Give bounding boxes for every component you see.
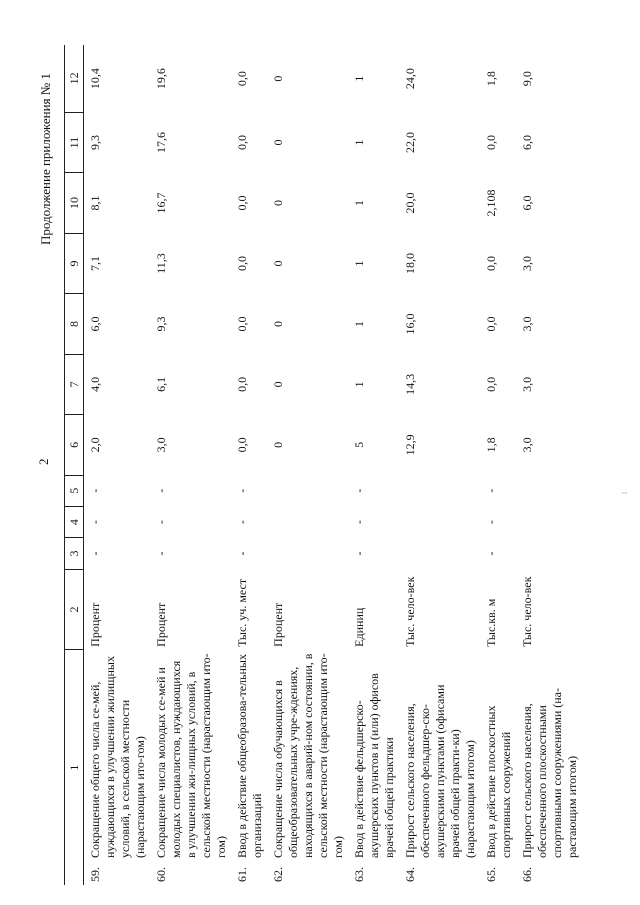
indicator-name: Прирост сельского населения, обеспеченного фельдшер-ско-акушерскими пунктами (офисами врачей общей практи-ки) (нарастающим итогом)	[403, 684, 477, 858]
table-row	[348, 45, 399, 885]
value-cell: 1	[352, 381, 366, 388]
value-cell: -	[352, 551, 366, 556]
value-cell: 6,0	[520, 135, 534, 151]
value-cell: 0	[271, 381, 285, 388]
unit-cell: Тыс. уч. мест	[235, 578, 249, 647]
row-number: 62.	[271, 867, 285, 882]
value-cell: 20,0	[403, 192, 417, 214]
row-number: 63.	[352, 867, 366, 882]
unit-cell: Процент	[154, 602, 168, 647]
value-cell: 0,0	[235, 135, 249, 151]
unit-cell: Единиц	[352, 607, 366, 647]
value-cell: 0	[271, 139, 285, 146]
unit-cell: Тыс.кв. м	[484, 598, 498, 647]
value-cell: 0,0	[484, 255, 498, 271]
table-row	[84, 45, 151, 885]
value-cell: 6,0	[520, 195, 534, 211]
value-cell	[399, 506, 480, 537]
unit-cell: Процент	[271, 602, 285, 647]
column-header: 9	[65, 233, 84, 293]
row-number: 61.	[235, 867, 249, 882]
value-cell: -	[154, 488, 168, 493]
indicator-cell	[150, 650, 231, 885]
column-header: 8	[65, 294, 84, 354]
value-cell: 0	[271, 75, 285, 82]
unit-cell: Тыс. чело-век	[520, 576, 534, 647]
value-cell: -	[484, 551, 498, 556]
value-cell: 22,0	[403, 132, 417, 154]
value-cell	[267, 538, 348, 569]
indicator-name: Ввод в действие общеобразова-тельных организаций	[235, 654, 264, 858]
value-cell: -	[235, 551, 249, 556]
value-cell: 3,0	[154, 437, 168, 453]
table-row	[150, 45, 231, 885]
column-header: 2	[65, 569, 84, 650]
column-header: 12	[65, 45, 84, 112]
indicator-cell	[516, 650, 582, 885]
unit-cell: Тыс. чело-век	[403, 576, 417, 647]
value-cell: 9,3	[88, 135, 102, 151]
value-cell: 16,7	[154, 192, 168, 214]
value-cell: 0,0	[235, 437, 249, 453]
value-cell: 0,0	[484, 316, 498, 332]
value-cell: 1	[352, 260, 366, 267]
page-number: 2	[36, 458, 51, 465]
row-number: 60.	[154, 867, 168, 882]
indicator-name: Сокращение числа молодых се-мей и молодых специалистов, нуждающихся в улучшении жи-лищных условий, в сельской местности (нарастающим ито-гом)	[154, 653, 228, 858]
continuation-label: Продолжение приложения № 1	[38, 73, 53, 245]
indicator-cell	[348, 650, 399, 885]
indicator-name: Ввод в действие плоскостных спортивных сооружений	[484, 705, 513, 858]
value-cell: -	[484, 520, 498, 525]
value-cell: 11,3	[154, 253, 168, 274]
value-cell: 24,0	[403, 68, 417, 90]
value-cell: 2,108	[484, 189, 498, 217]
value-cell: 0,0	[235, 195, 249, 211]
value-cell: -	[235, 520, 249, 525]
value-cell: 3,0	[520, 316, 534, 332]
value-cell: 0,0	[235, 316, 249, 332]
value-cell: 1,8	[484, 437, 498, 453]
column-header: 3	[65, 538, 84, 569]
value-cell: 12,9	[403, 434, 417, 456]
indicator-name: Ввод в действие фельдшерско-акушерских пунктов и (или) офисов врачей общей практики	[352, 673, 396, 858]
row-number: 65.	[484, 867, 498, 882]
value-cell: -	[88, 488, 102, 493]
value-cell: 17,6	[154, 132, 168, 154]
value-cell	[516, 506, 582, 537]
value-cell: 0,0	[235, 376, 249, 392]
value-cell: 6,1	[154, 376, 168, 392]
value-cell: -	[235, 488, 249, 493]
value-cell: 6,0	[88, 316, 102, 332]
faint-stamp: 1	[620, 491, 629, 495]
value-cell	[516, 538, 582, 569]
value-cell: -	[88, 520, 102, 525]
indicator-cell	[399, 650, 480, 885]
table-row	[267, 45, 348, 885]
column-header: 4	[65, 506, 84, 537]
value-cell: 0,0	[484, 135, 498, 151]
value-cell: 0,0	[235, 255, 249, 271]
value-cell: -	[352, 488, 366, 493]
indicator-cell	[84, 650, 150, 885]
value-cell: 1,8	[484, 71, 498, 87]
value-cell: 16,0	[403, 313, 417, 335]
value-cell: 8,1	[88, 195, 102, 211]
value-cell: 0	[271, 320, 285, 327]
row-number: 66.	[520, 867, 534, 882]
value-cell: 3,0	[520, 255, 534, 271]
value-cell: 1	[352, 200, 366, 206]
value-cell: 9,3	[154, 316, 168, 332]
value-cell	[516, 475, 582, 506]
value-cell: 1	[352, 320, 366, 327]
value-cell: 3,0	[520, 376, 534, 392]
value-cell	[399, 538, 480, 569]
value-cell: 9,0	[520, 71, 534, 87]
table-row	[231, 45, 267, 885]
value-cell: 1	[352, 75, 366, 82]
value-cell: 4,0	[88, 376, 102, 392]
value-cell: 10,4	[88, 68, 102, 90]
value-cell: 14,3	[403, 373, 417, 395]
table-body	[84, 45, 583, 885]
value-cell: 2,0	[88, 437, 102, 453]
table-row	[399, 45, 480, 885]
indicator-name: Прирост сельского населения, обеспеченного плоскостными спортивными сооружениями (на-растающим итогом)	[520, 687, 579, 858]
table-header-row	[65, 45, 84, 885]
value-cell: 19,6	[154, 68, 168, 90]
value-cell	[267, 475, 348, 506]
unit-cell: Процент	[88, 602, 102, 647]
table-row	[516, 45, 582, 885]
table-row	[480, 45, 516, 885]
column-header: 6	[65, 415, 84, 475]
value-cell: 0,0	[484, 376, 498, 392]
value-cell: 5	[352, 441, 366, 448]
value-cell	[399, 475, 480, 506]
indicator-table	[64, 45, 582, 885]
value-cell: 0	[271, 441, 285, 448]
indicator-name: Сокращение числа обучающихся в общеобразовательных учре-ждениях, находящихся в аварий-ном состоянии, в сельской местности (нарастающим ито-гом)	[271, 653, 345, 858]
value-cell: 0	[271, 200, 285, 206]
value-cell: 0	[271, 260, 285, 267]
value-cell: 7,1	[88, 255, 102, 271]
column-header: 11	[65, 112, 84, 172]
column-header: 10	[65, 173, 84, 233]
value-cell: 0,0	[235, 71, 249, 87]
value-cell: 18,0	[403, 252, 417, 274]
indicator-cell	[267, 650, 348, 885]
value-cell	[267, 506, 348, 537]
value-cell: -	[484, 488, 498, 493]
column-header: 1	[65, 650, 84, 885]
row-number: 64.	[403, 867, 417, 882]
indicator-name: Сокращение общего числа се-мей, нуждающихся в улучшении жилищных условий, в сельской местности (нарастающим ито-гом)	[88, 656, 147, 858]
value-cell: 1	[352, 139, 366, 146]
indicator-cell	[231, 650, 267, 885]
column-header: 5	[65, 475, 84, 506]
indicator-cell	[480, 650, 516, 885]
value-cell: -	[154, 551, 168, 556]
value-cell: 3,0	[520, 437, 534, 453]
row-number: 59.	[88, 867, 102, 882]
value-cell: -	[352, 520, 366, 525]
value-cell: -	[154, 520, 168, 525]
column-header: 7	[65, 354, 84, 414]
value-cell: -	[88, 551, 102, 556]
